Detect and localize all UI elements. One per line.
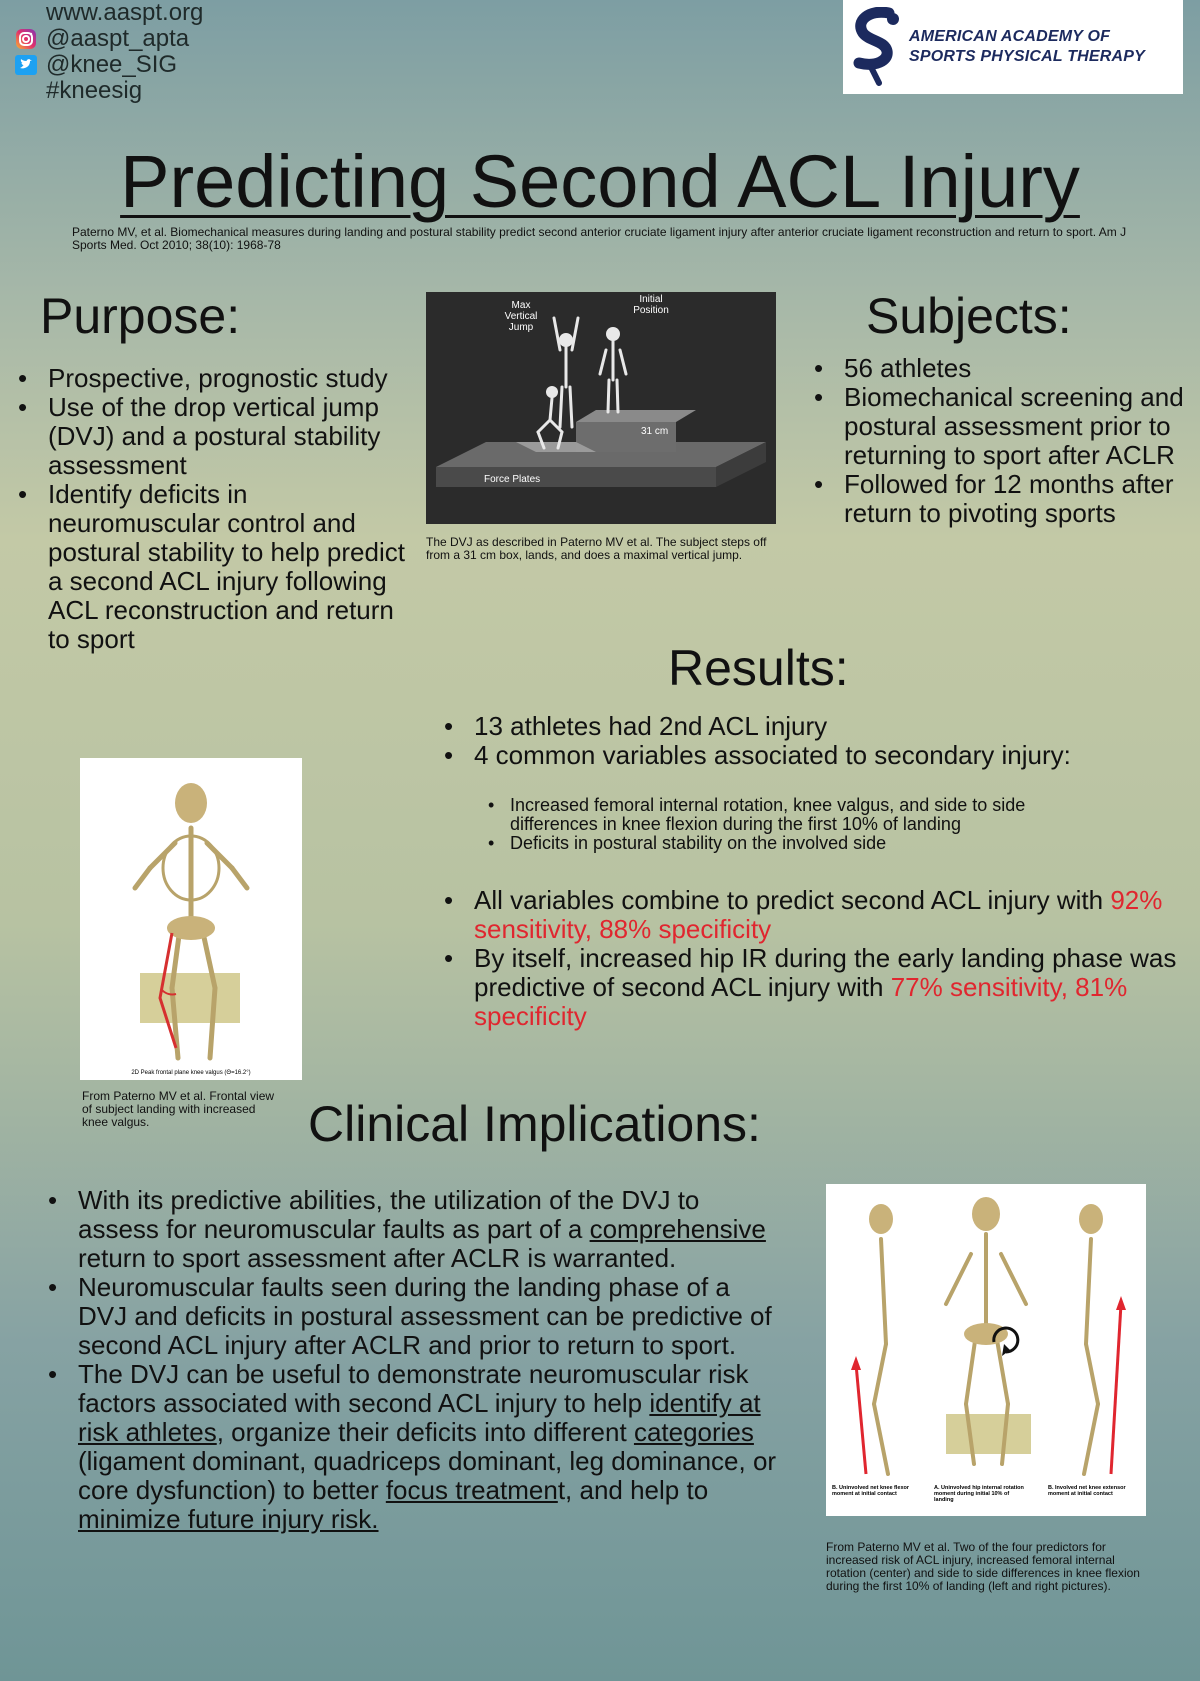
list-item: • Use of the drop vertical jump (DVJ) and a postural stability assessment [12, 393, 412, 480]
list-item: • 4 common variables associated to secondary injury: [438, 741, 1178, 770]
list-item: • All variables combine to predict second ACL injury with 92% sensitivity, 88% specificity [438, 886, 1178, 944]
valgus-skeleton-illustration [80, 758, 302, 1080]
predictor-figure [826, 1184, 1146, 1516]
social-block [14, 0, 203, 104]
hashtag: #kneesig [46, 77, 143, 104]
dvj-figure [426, 292, 776, 524]
aaspt-logo [843, 0, 1183, 94]
predictor-skeleton-illustration [826, 1184, 1146, 1516]
predictor-caption: From Paterno MV et al. Two of the four predictors for increased risk of ACL injury, increased femoral internal rotation (center) and side to side differences in knee flexion during the first 10% of landing (left and right pictures). [826, 1540, 1140, 1593]
twitter-icon [14, 54, 38, 76]
results-sublist [482, 796, 1102, 853]
hip-ir-highlight: 77% sensitivity, 81% specificity [474, 972, 1128, 1031]
page-title: Predicting Second ACL Injury [120, 140, 1080, 223]
label-force-plates: Force Plates [484, 474, 541, 485]
results-list-2 [438, 886, 1178, 1031]
logo-text: AMERICAN ACADEMY OF SPORTS PHYSICAL THERAPY [909, 28, 1146, 65]
predictor-label-a: A. Uninvolved hip internal rotation moment during initial 10% of landing [934, 1485, 1024, 1503]
logo-mark-icon [849, 7, 903, 87]
list-item: • Biomechanical screening and postural assessment prior to returning to sport after ACLR [808, 383, 1193, 470]
instagram-handle[interactable]: @aaspt_apta [46, 25, 190, 52]
purpose-list [12, 364, 412, 654]
dvj-skeleton-illustration [426, 292, 776, 524]
list-item: • Prospective, prognostic study [12, 364, 412, 393]
list-item: • The DVJ can be useful to demonstrate neuromuscular risk factors associated with second ACL injury to help identify at risk athletes, organize their deficits into different categories (ligament dominant, quadriceps dominant, leg dominance, or core dysfunction) to better focus treatment, and help to minimize future injury risk. [42, 1360, 782, 1534]
label-max-vertical-jump: Max Vertical Jump [504, 300, 538, 333]
subjects-heading: Subjects: [866, 288, 1072, 344]
valgus-figure [80, 758, 302, 1080]
results-list [438, 712, 1178, 770]
instagram-icon [14, 28, 38, 50]
results-heading: Results: [668, 640, 849, 696]
list-item: • Increased femoral internal rotation, knee valgus, and side to side differences in knee flexion during the first 10% of landing [482, 796, 1102, 834]
citation: Paterno MV, et al. Biomechanical measures during landing and postural stability predict second anterior cruciate ligament injury after anterior cruciate ligament reconstruction and return to sport. Am J Sports Med. Oct 2010; 38(10): 1968-78 [72, 225, 1127, 252]
website-link[interactable]: www.aaspt.org [46, 0, 204, 26]
dvj-caption: The DVJ as described in Paterno MV et al. The subject steps off from a 31 cm box, lands, and does a maximal vertical jump. [426, 535, 767, 562]
label-box-height: 31 cm [641, 426, 669, 437]
purpose-heading: Purpose: [40, 288, 241, 344]
list-item: • With its predictive abilities, the utilization of the DVJ to assess for neuromuscular faults as part of a comprehensive return to sport assessment after ACLR is warranted. [42, 1186, 782, 1273]
sensitivity-highlight: 92% sensitivity, 88% specificity [474, 885, 1163, 944]
label-initial-position: Initial Position [633, 294, 669, 316]
valgus-caption: From Paterno MV et al. Frontal view of subject landing with increased knee valgus. [82, 1089, 275, 1129]
list-item: • Deficits in postural stability on the involved side [482, 834, 1102, 853]
list-item: • 13 athletes had 2nd ACL injury [438, 712, 1178, 741]
clinical-list [42, 1186, 782, 1534]
clinical-heading: Clinical Implications: [308, 1096, 761, 1152]
twitter-handle[interactable]: @knee_SIG [46, 51, 178, 78]
list-item: • Neuromuscular faults seen during the landing phase of a DVJ and deficits in postural assessment can be predictive of second ACL injury after ACLR and prior to return to sport. [42, 1273, 782, 1360]
valgus-inner-label: 2D Peak frontal plane knee valgus (Θ=16.2°) [131, 1070, 251, 1076]
list-item: • Identify deficits in neuromuscular control and postural stability to help predict a second ACL injury following ACL reconstruction and return to sport [12, 480, 412, 654]
list-item: • By itself, increased hip IR during the early landing phase was predictive of second ACL injury with 77% sensitivity, 81% specificity [438, 944, 1178, 1031]
predictor-label-b1: B. Uninvolved net knee flexor moment at initial contact [832, 1485, 910, 1497]
subjects-list [808, 354, 1193, 528]
list-item: • 56 athletes [808, 354, 1193, 383]
predictor-label-b2: B. Involved net knee extensor moment at initial contact [1048, 1485, 1126, 1497]
list-item: • Followed for 12 months after return to pivoting sports [808, 470, 1193, 528]
